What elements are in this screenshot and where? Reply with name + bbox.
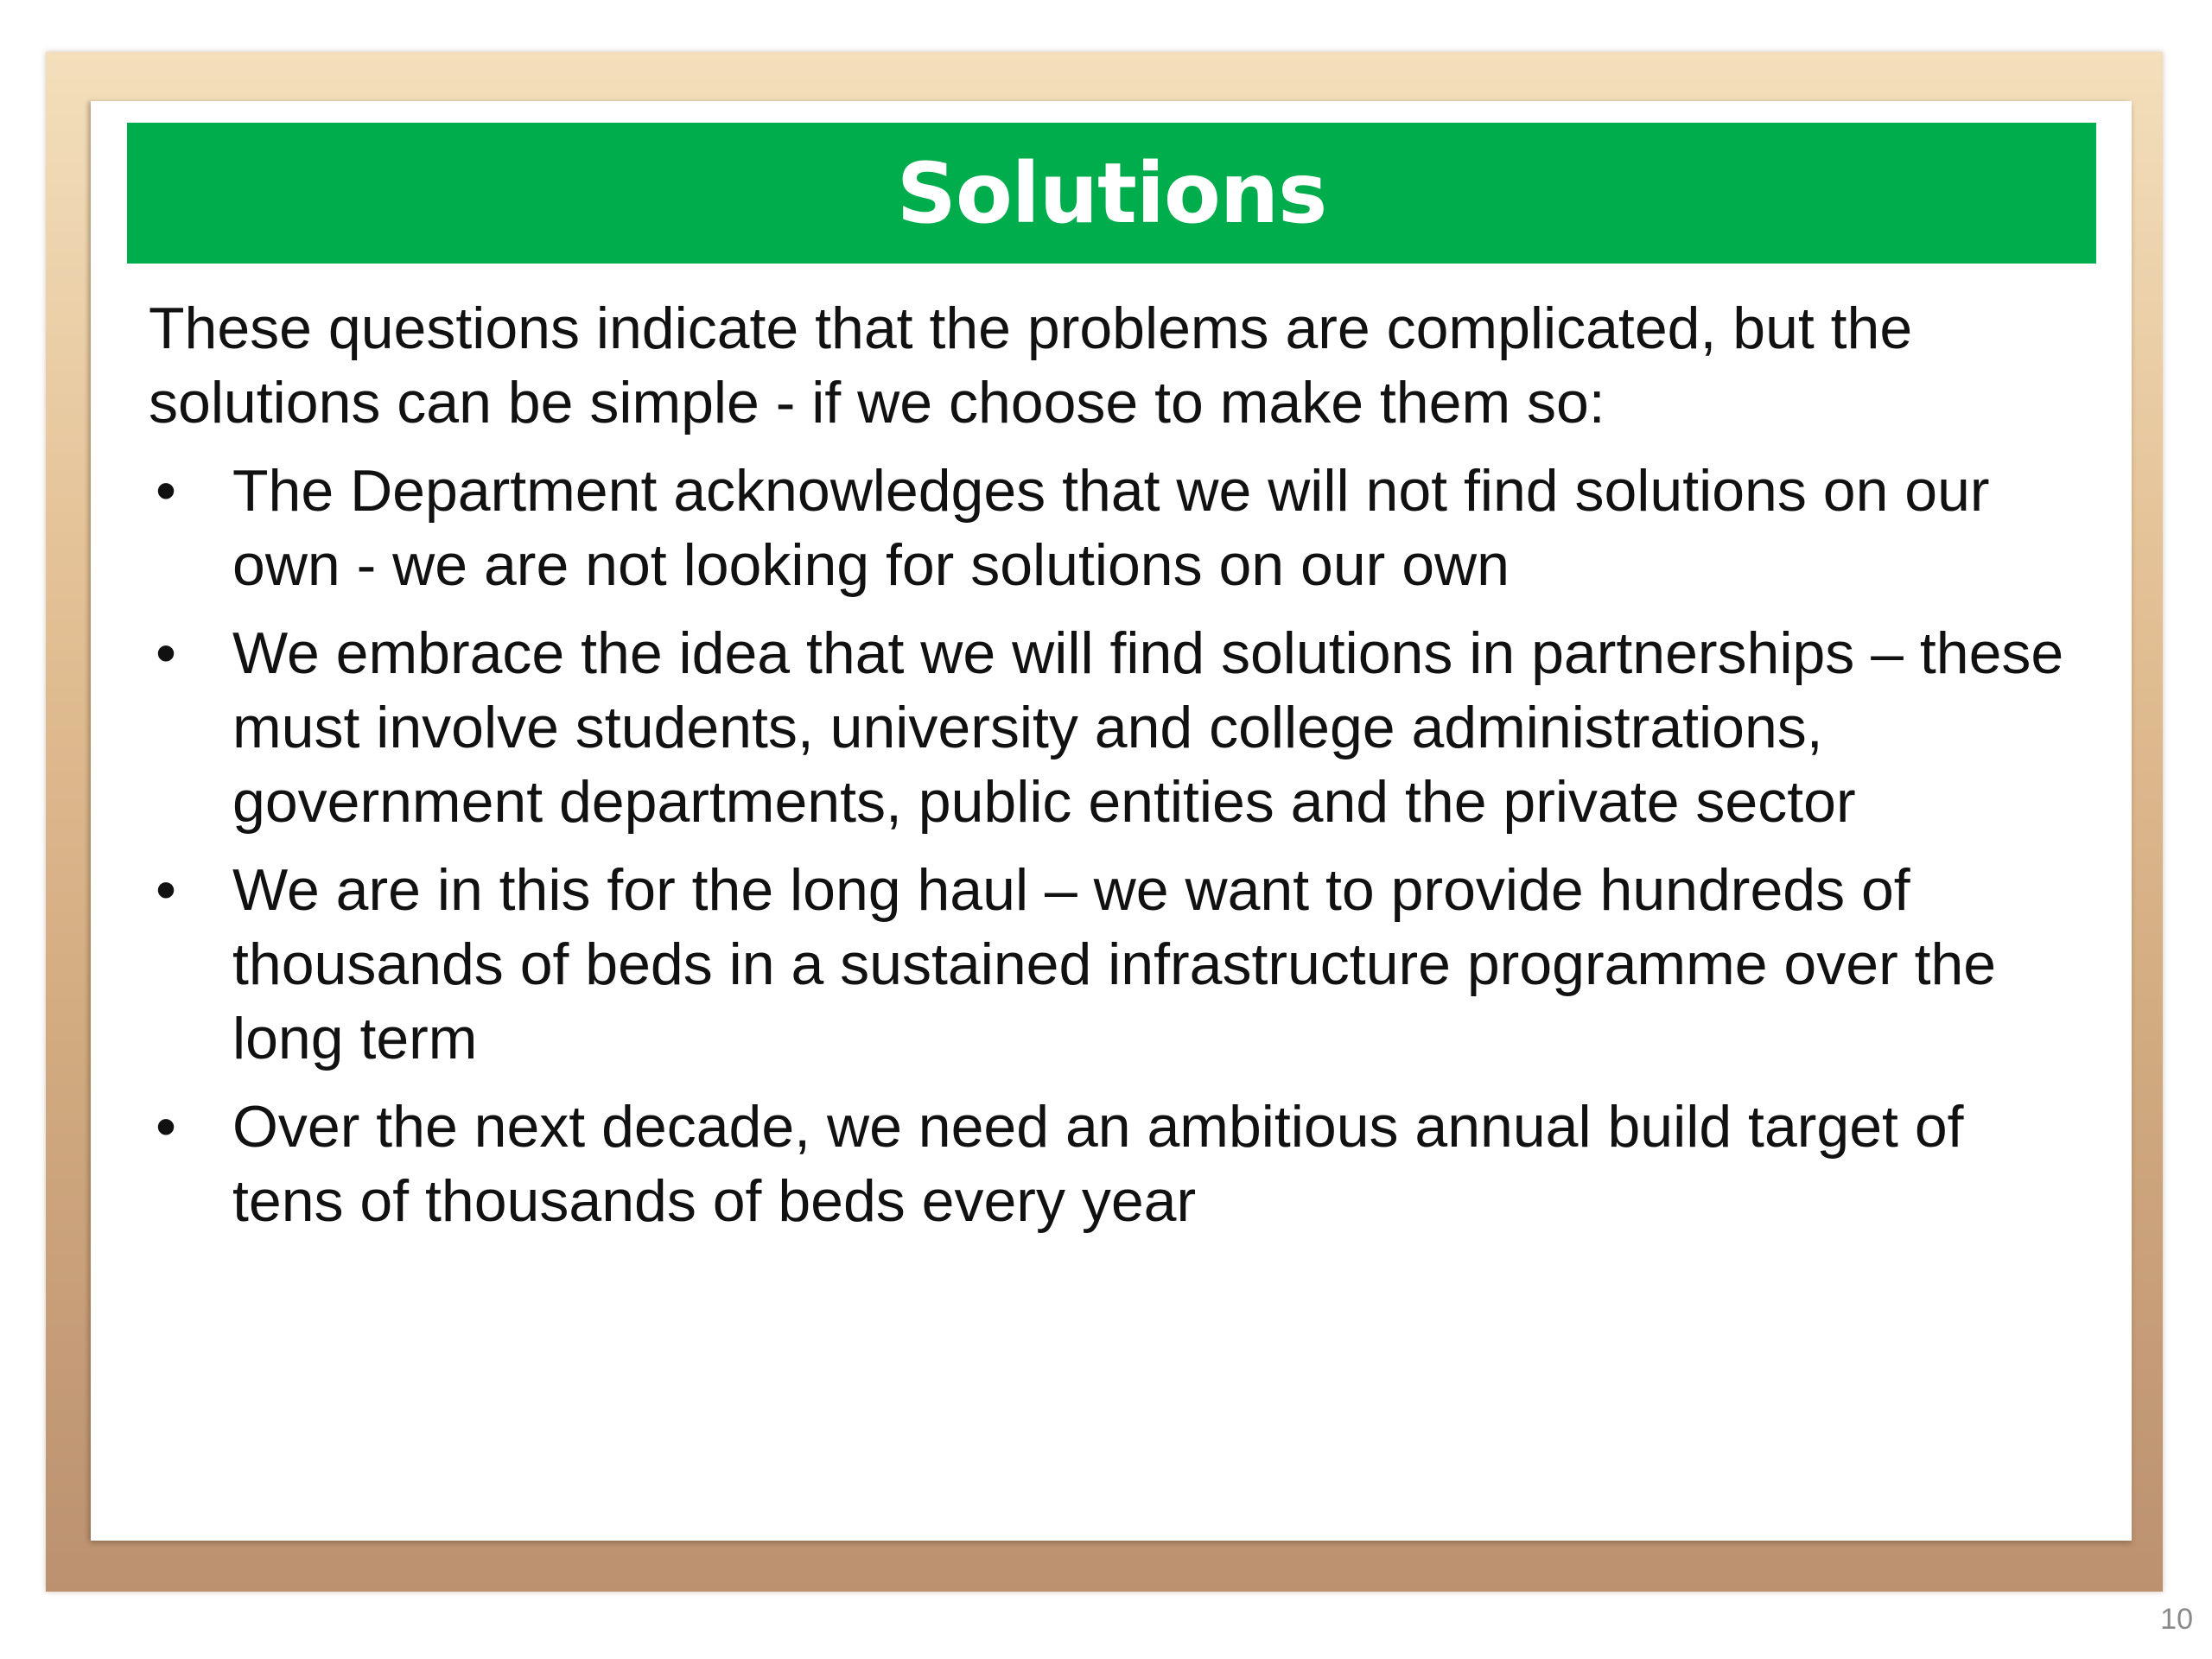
bullet-text: We embrace the idea that we will find solutions in partnerships – these must involve students, university and college administrations, government departments, public entities and the private sector — [232, 620, 2064, 835]
intro-paragraph: These questions indicate that the problems are complicated, but the solutions can be simple - if we choose to make them so: — [149, 296, 1913, 435]
bullet-text: We are in this for the long haul – we want to provide hundreds of thousands of beds in a sustained infrastructure programme over the long term — [232, 857, 1997, 1071]
bullet-text: The Department acknowledges that we will not find solutions on our own - we are not looking for solutions on our own — [232, 458, 1990, 598]
bullet-item — [149, 454, 2075, 602]
slide-frame — [46, 52, 2163, 1592]
page-number: 10 — [2160, 1603, 2193, 1636]
bullet-item — [149, 853, 2075, 1076]
slide-title: Solutions — [896, 144, 1327, 242]
bullet-text: Over the next decade, we need an ambitious annual build target of tens of thousands of beds every year — [232, 1094, 1964, 1234]
bullet-list — [149, 454, 2075, 1238]
bullet-item — [149, 1090, 2075, 1238]
slide-body — [149, 291, 2075, 1252]
bullet-icon: • — [156, 458, 176, 524]
bullet-icon: • — [156, 620, 176, 686]
bullet-icon: • — [156, 857, 176, 923]
bullet-item — [149, 616, 2075, 839]
title-bar — [127, 123, 2096, 264]
slide-panel — [91, 101, 2132, 1541]
bullet-icon: • — [156, 1094, 176, 1160]
